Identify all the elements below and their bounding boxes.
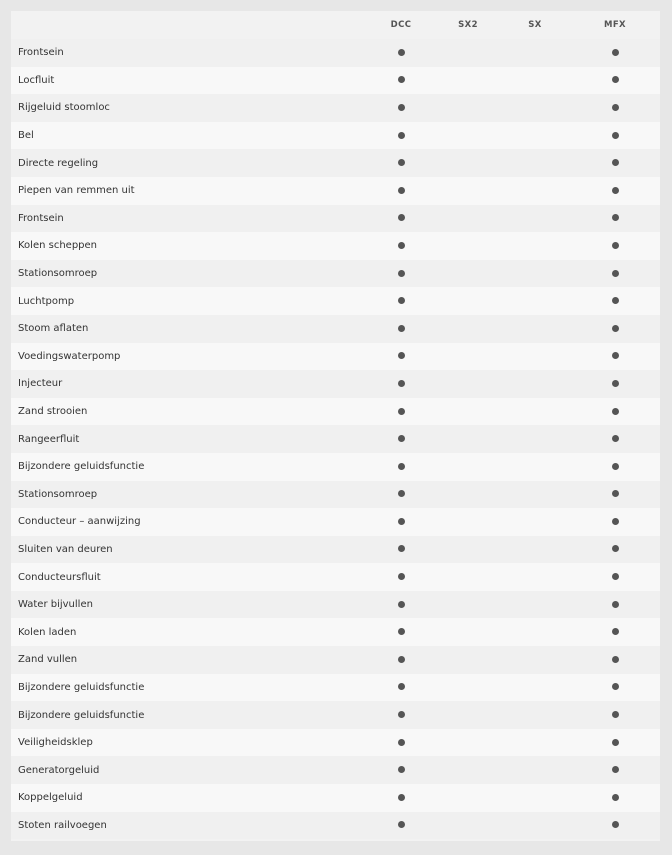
- function-label: Piepen van remmen uit: [18, 185, 135, 197]
- cell-sx2: [436, 67, 500, 95]
- function-label: Conducteursfluit: [18, 571, 101, 583]
- cell-sx2: [436, 122, 500, 150]
- header-sx2: SX2: [458, 20, 478, 30]
- supported-dot-icon: [398, 711, 405, 718]
- cell-sx2: [436, 812, 500, 840]
- supported-dot-icon: [398, 601, 405, 608]
- function-label: Bijzondere geluidsfunctie: [18, 461, 145, 473]
- cell-mfx: [570, 370, 660, 398]
- table-row: [11, 591, 660, 619]
- cell-sx2: [436, 563, 500, 591]
- table-row: [11, 177, 660, 205]
- function-label: Stoom aflaten: [18, 323, 89, 335]
- cell-sx2: [436, 315, 500, 343]
- function-label: Veiligheidsklep: [18, 737, 93, 749]
- cell-mfx: [570, 315, 660, 343]
- cell-sx2: [436, 177, 500, 205]
- cell-sx2: [436, 646, 500, 674]
- cell-sx: [500, 481, 570, 509]
- cell-dcc: [366, 94, 436, 122]
- cell-mfx: [570, 536, 660, 564]
- cell-mfx: [570, 425, 660, 453]
- cell-sx: [500, 287, 570, 315]
- supported-dot-icon: [398, 104, 405, 111]
- supported-dot-icon: [612, 76, 619, 83]
- cell-mfx: [570, 508, 660, 536]
- table-row: [11, 398, 660, 426]
- function-label: Kolen laden: [18, 626, 77, 638]
- cell-mfx: [570, 453, 660, 481]
- cell-sx: [500, 646, 570, 674]
- supported-dot-icon: [398, 76, 405, 83]
- cell-dcc: [366, 232, 436, 260]
- cell-dcc: [366, 343, 436, 371]
- table-row: [11, 701, 660, 729]
- cell-sx: [500, 563, 570, 591]
- function-label: Voedingswaterpomp: [18, 350, 121, 362]
- supported-dot-icon: [612, 104, 619, 111]
- cell-sx2: [436, 618, 500, 646]
- cell-sx2: [436, 287, 500, 315]
- supported-dot-icon: [612, 159, 619, 166]
- supported-dot-icon: [612, 739, 619, 746]
- table-row: [11, 674, 660, 702]
- cell-dcc: [366, 536, 436, 564]
- cell-dcc: [366, 563, 436, 591]
- function-label: Frontsein: [18, 212, 64, 224]
- cell-sx: [500, 94, 570, 122]
- supported-dot-icon: [612, 435, 619, 442]
- cell-mfx: [570, 729, 660, 757]
- cell-sx: [500, 343, 570, 371]
- table-header-row: [11, 11, 660, 39]
- cell-mfx: [570, 481, 660, 509]
- function-label: Bijzondere geluidsfunctie: [18, 709, 145, 721]
- function-label: Stationsomroep: [18, 268, 98, 280]
- function-label: Frontsein: [18, 47, 64, 59]
- supported-dot-icon: [398, 628, 405, 635]
- table-row: [11, 287, 660, 315]
- supported-dot-icon: [398, 132, 405, 139]
- cell-sx2: [436, 343, 500, 371]
- supported-dot-icon: [398, 573, 405, 580]
- function-support-table: [11, 11, 660, 839]
- cell-sx: [500, 67, 570, 95]
- cell-sx: [500, 205, 570, 233]
- cell-dcc: [366, 812, 436, 840]
- cell-mfx: [570, 287, 660, 315]
- table-row: [11, 149, 660, 177]
- supported-dot-icon: [398, 739, 405, 746]
- cell-mfx: [570, 177, 660, 205]
- supported-dot-icon: [612, 214, 619, 221]
- cell-sx2: [436, 784, 500, 812]
- cell-sx: [500, 729, 570, 757]
- cell-dcc: [366, 481, 436, 509]
- header-mfx: MFX: [603, 20, 627, 30]
- cell-sx2: [436, 674, 500, 702]
- cell-dcc: [366, 149, 436, 177]
- cell-sx2: [436, 370, 500, 398]
- supported-dot-icon: [612, 821, 619, 828]
- cell-mfx: [570, 701, 660, 729]
- cell-dcc: [366, 122, 436, 150]
- header-dcc: DCC: [390, 20, 412, 30]
- supported-dot-icon: [612, 380, 619, 387]
- table-row: [11, 67, 660, 95]
- supported-dot-icon: [612, 490, 619, 497]
- supported-dot-icon: [398, 656, 405, 663]
- cell-sx: [500, 674, 570, 702]
- function-label: Injecteur: [18, 378, 63, 390]
- cell-dcc: [366, 260, 436, 288]
- cell-dcc: [366, 67, 436, 95]
- cell-mfx: [570, 232, 660, 260]
- supported-dot-icon: [398, 794, 405, 801]
- table-row: [11, 481, 660, 509]
- function-label: Koppelgeluid: [18, 792, 83, 804]
- supported-dot-icon: [612, 711, 619, 718]
- supported-dot-icon: [398, 159, 405, 166]
- function-label: Sluiten van deuren: [18, 543, 113, 555]
- cell-dcc: [366, 591, 436, 619]
- table-row: [11, 618, 660, 646]
- table-row: [11, 812, 660, 840]
- supported-dot-icon: [612, 408, 619, 415]
- supported-dot-icon: [398, 518, 405, 525]
- supported-dot-icon: [612, 518, 619, 525]
- function-label: Zand strooien: [18, 406, 88, 418]
- table-row: [11, 453, 660, 481]
- table-row: [11, 94, 660, 122]
- cell-mfx: [570, 343, 660, 371]
- supported-dot-icon: [398, 187, 405, 194]
- cell-mfx: [570, 260, 660, 288]
- cell-sx: [500, 122, 570, 150]
- supported-dot-icon: [612, 132, 619, 139]
- function-table-container: [11, 11, 660, 841]
- function-label: Stoten railvoegen: [18, 819, 107, 831]
- cell-sx: [500, 425, 570, 453]
- cell-sx2: [436, 701, 500, 729]
- cell-sx2: [436, 508, 500, 536]
- function-label: Locfluit: [18, 74, 55, 86]
- supported-dot-icon: [398, 490, 405, 497]
- cell-sx: [500, 591, 570, 619]
- supported-dot-icon: [398, 242, 405, 249]
- cell-dcc: [366, 729, 436, 757]
- cell-mfx: [570, 67, 660, 95]
- cell-sx: [500, 701, 570, 729]
- cell-dcc: [366, 370, 436, 398]
- supported-dot-icon: [398, 821, 405, 828]
- cell-sx: [500, 756, 570, 784]
- supported-dot-icon: [612, 463, 619, 470]
- cell-mfx: [570, 149, 660, 177]
- cell-sx: [500, 398, 570, 426]
- supported-dot-icon: [612, 325, 619, 332]
- function-label: Water bijvullen: [18, 599, 93, 611]
- table-row: [11, 756, 660, 784]
- cell-sx2: [436, 39, 500, 67]
- cell-sx2: [436, 232, 500, 260]
- supported-dot-icon: [612, 187, 619, 194]
- supported-dot-icon: [612, 242, 619, 249]
- cell-sx2: [436, 729, 500, 757]
- supported-dot-icon: [612, 270, 619, 277]
- cell-mfx: [570, 122, 660, 150]
- table-row: [11, 343, 660, 371]
- cell-mfx: [570, 674, 660, 702]
- cell-mfx: [570, 812, 660, 840]
- table-row: [11, 315, 660, 343]
- cell-dcc: [366, 205, 436, 233]
- supported-dot-icon: [398, 766, 405, 773]
- cell-dcc: [366, 674, 436, 702]
- cell-sx: [500, 149, 570, 177]
- cell-mfx: [570, 618, 660, 646]
- cell-dcc: [366, 701, 436, 729]
- function-label: Rangeerfluit: [18, 433, 80, 445]
- function-label: Rijgeluid stoomloc: [18, 102, 110, 114]
- cell-dcc: [366, 453, 436, 481]
- cell-dcc: [366, 784, 436, 812]
- cell-sx2: [436, 591, 500, 619]
- cell-sx2: [436, 149, 500, 177]
- supported-dot-icon: [398, 435, 405, 442]
- cell-dcc: [366, 508, 436, 536]
- supported-dot-icon: [398, 352, 405, 359]
- cell-dcc: [366, 756, 436, 784]
- cell-dcc: [366, 398, 436, 426]
- supported-dot-icon: [398, 380, 405, 387]
- table-row: [11, 536, 660, 564]
- cell-dcc: [366, 315, 436, 343]
- cell-sx: [500, 315, 570, 343]
- supported-dot-icon: [398, 545, 405, 552]
- table-row: [11, 260, 660, 288]
- cell-sx: [500, 370, 570, 398]
- supported-dot-icon: [612, 49, 619, 56]
- table-row: [11, 784, 660, 812]
- cell-mfx: [570, 398, 660, 426]
- cell-dcc: [366, 618, 436, 646]
- cell-sx2: [436, 94, 500, 122]
- function-label: Conducteur – aanwijzing: [18, 516, 141, 528]
- supported-dot-icon: [612, 601, 619, 608]
- cell-dcc: [366, 287, 436, 315]
- cell-dcc: [366, 425, 436, 453]
- header-sx: SX: [528, 20, 542, 30]
- supported-dot-icon: [398, 683, 405, 690]
- table-row: [11, 232, 660, 260]
- table-row: [11, 563, 660, 591]
- table-row: [11, 370, 660, 398]
- supported-dot-icon: [612, 794, 619, 801]
- header-function: [11, 11, 366, 39]
- cell-sx2: [436, 481, 500, 509]
- table-row: [11, 508, 660, 536]
- supported-dot-icon: [612, 628, 619, 635]
- cell-sx: [500, 508, 570, 536]
- cell-sx: [500, 784, 570, 812]
- supported-dot-icon: [398, 297, 405, 304]
- function-label: Bijzondere geluidsfunctie: [18, 681, 145, 693]
- cell-dcc: [366, 646, 436, 674]
- supported-dot-icon: [398, 325, 405, 332]
- table-row: [11, 205, 660, 233]
- table-row: [11, 39, 660, 67]
- cell-sx2: [436, 453, 500, 481]
- supported-dot-icon: [612, 545, 619, 552]
- table-row: [11, 122, 660, 150]
- cell-sx: [500, 232, 570, 260]
- function-label: Generatorgeluid: [18, 764, 100, 776]
- supported-dot-icon: [612, 352, 619, 359]
- cell-sx2: [436, 205, 500, 233]
- function-label: Directe regeling: [18, 157, 99, 169]
- cell-mfx: [570, 205, 660, 233]
- cell-mfx: [570, 784, 660, 812]
- supported-dot-icon: [398, 49, 405, 56]
- cell-mfx: [570, 563, 660, 591]
- cell-sx: [500, 177, 570, 205]
- cell-mfx: [570, 94, 660, 122]
- cell-sx2: [436, 260, 500, 288]
- table-row: [11, 425, 660, 453]
- cell-sx: [500, 812, 570, 840]
- cell-dcc: [366, 39, 436, 67]
- cell-dcc: [366, 177, 436, 205]
- cell-sx: [500, 618, 570, 646]
- cell-mfx: [570, 39, 660, 67]
- cell-sx2: [436, 398, 500, 426]
- function-label: Bel: [18, 130, 34, 142]
- supported-dot-icon: [398, 408, 405, 415]
- cell-sx: [500, 536, 570, 564]
- cell-mfx: [570, 756, 660, 784]
- supported-dot-icon: [612, 573, 619, 580]
- cell-sx: [500, 260, 570, 288]
- cell-sx2: [436, 425, 500, 453]
- supported-dot-icon: [612, 683, 619, 690]
- supported-dot-icon: [612, 766, 619, 773]
- function-label: Stationsomroep: [18, 488, 98, 500]
- cell-sx2: [436, 536, 500, 564]
- table-row: [11, 729, 660, 757]
- supported-dot-icon: [398, 463, 405, 470]
- cell-mfx: [570, 646, 660, 674]
- function-label: Luchtpomp: [18, 295, 75, 307]
- cell-mfx: [570, 591, 660, 619]
- supported-dot-icon: [398, 270, 405, 277]
- table-body: [11, 39, 660, 839]
- cell-sx: [500, 453, 570, 481]
- function-label: Zand vullen: [18, 654, 78, 666]
- cell-sx2: [436, 756, 500, 784]
- table-row: [11, 646, 660, 674]
- cell-sx: [500, 39, 570, 67]
- supported-dot-icon: [612, 656, 619, 663]
- supported-dot-icon: [398, 214, 405, 221]
- supported-dot-icon: [612, 297, 619, 304]
- function-label: Kolen scheppen: [18, 240, 98, 252]
